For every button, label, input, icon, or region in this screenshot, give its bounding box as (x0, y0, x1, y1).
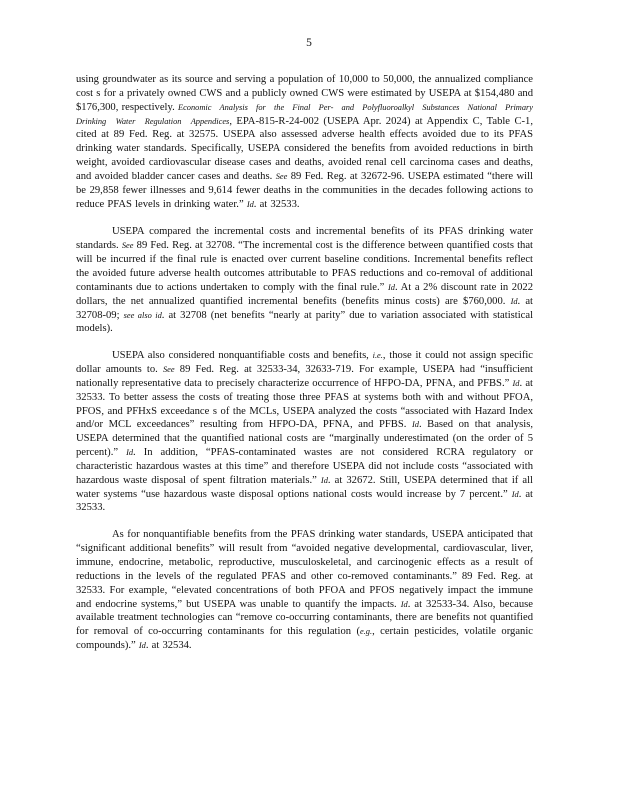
citation-italic-text: Id (400, 599, 408, 609)
text-run: 89 Fed. Reg. at 32533-34, 32633-719. For example, USEPA had “insufficient nationally representative data to precisely characterize occurrence of HFPO-DA, PFNA, and PFBS.” (76, 364, 533, 389)
text-run: . at 32708-09; (76, 295, 533, 321)
paragraph-nonquantifiable-costs (76, 349, 533, 515)
text-run: As for nonquantifiable benefits from the PFAS drinking water standards, USEPA anticipated that “significant additional benefits” will result from “avoided negative developmental, cardiovascular, liver, immune, endocrine, metabolic, reproductive, musculoskeletal, and carcinogenic effects as a result of reductions in the levels of the regulated PFAS and other co-removed contaminants.” 89 Fed. Reg. at 32533. For example, “elevated concentrations of both PFOA and PFOS negatively impact the immune and endocrine systems,” but USEPA was unable to quantify the impacts. (76, 529, 533, 610)
text-run: , those it could not assign specific dollar amounts to. (76, 350, 533, 376)
citation-italic-text: Id (320, 475, 328, 485)
citation-italic-text: Id (511, 489, 519, 499)
paragraph-compliance-costs (76, 73, 533, 211)
citation-italic-text: Id (126, 448, 134, 458)
text-run: . Based on that analysis, USEPA determined that the quantified national costs are “marginally underestimated (on the order of 5 percent).” (76, 419, 533, 459)
citation-italic-text: See (121, 241, 134, 251)
text-run: . at 32533. (76, 488, 533, 514)
citation-italic-text: Id (411, 420, 419, 430)
citation-italic-text: Id (387, 282, 395, 292)
text-run: . In addition, “PFAS-contaminated wastes are not considered RCRA regulatory or characteristic hazardous wastes at this time” and therefore USEPA did not include costs “associated with hazardous waste disposal of spent filtration materials.” (76, 447, 533, 486)
text-run: 89 Fed. Reg. at 32708. “The incremental cost is the difference between quantified costs that will be incurred if the final rule is enacted over current baseline conditions. Incremental benefits reflect the avoided future adverse health outcomes attributable to PFAS reductions and co-removal of additional contaminants due to actions undertaken to comply with the final rule.” (76, 240, 533, 293)
citation-italic-text: e.g. (359, 627, 373, 637)
citation-italic-text: Id (138, 641, 146, 651)
document-body (76, 73, 533, 653)
paragraph-nonquantifiable-benefits (76, 528, 533, 653)
text-run: . at 32708 (net benefits “nearly at parity” due to variation associated with statistical models). (76, 309, 534, 335)
citation-italic-text: i.e. (372, 351, 383, 361)
text-run: , EPA-815-R-24-002 (USEPA Apr. 2024) at Appendix C, Table C-1, cited at 89 Fed. Reg. at 32575. USEPA also assessed adverse health effects avoided due to its PFAS drinking water standards. Specifically, USEPA considered the benefits from avoided reductions in birth weight, avoided cardiovascular disease cases and deaths, avoided renal cell carcinoma cases and deaths, and avoided bladder cancer cases and deaths. (76, 115, 533, 182)
citation-italic-text: Id (246, 199, 254, 209)
citation-italic-text: see also id (123, 310, 162, 320)
text-run: . at 32533. (253, 198, 300, 210)
text-run: USEPA compared the incremental costs and incremental benefits of its PFAS drinking water standards. (76, 226, 533, 252)
text-run: . at 32672. Still, USEPA determined that if all water systems “use hazardous waste disposal options national costs would increase by 7 percent.” (76, 474, 533, 500)
text-run: 89 Fed. Reg. at 32672-96. USEPA estimated “there will be 29,858 fewer illnesses and 9,614 fewer deaths in the communities in the decades following actions to reduce PFAS levels in drinking water.” (76, 170, 533, 210)
text-run: , certain pesticides, volatile organic compounds).” (76, 626, 533, 652)
text-run: . at 32533. To better assess the costs of treating those three PFAS at systems both with and without PFOA, PFOS, and PFHxS exceedance s of the MCLs, USEPA analyzed the costs “associated with Hazard Index and/or MCL exceedances” resulting from HFPO-DA, PFNA, and PFBS. (76, 377, 533, 431)
text-run: . At a 2% discount rate in 2022 dollars, the net annualized quantified incremental benefits (benefits minus costs) are $760,000. (76, 281, 533, 307)
text-run: using groundwater as its source and serving a population of 10,000 to 50,000, the annualized compliance cost s for a privately owned CWS and a publicly owned CWS were estimated by USEPA at $154,480 and $176,300, respectively. (76, 74, 533, 113)
text-run: USEPA also considered nonquantifiable costs and benefits, (112, 350, 373, 362)
paragraph-incremental-comparison (76, 225, 533, 336)
citation-italic-text: Id (510, 296, 518, 306)
citation-italic-text: Id (512, 378, 520, 388)
citation-italic-text: See (162, 365, 175, 375)
page-number: 5 (306, 37, 312, 49)
citation-italic-text: See (275, 171, 288, 181)
citation-italic-text: Economic Analysis for the Final Per- and Polyfluoroalkyl Substances National Primary Drinking Water Regulation Appendices (76, 102, 533, 126)
text-run: . at 32533-34. Also, because available treatment technologies can “remove co-occurring contaminants, there are benefits not quantified for removal of co-occurring contaminants for this regulation ( (76, 598, 533, 638)
text-run: . at 32534. (145, 640, 192, 652)
